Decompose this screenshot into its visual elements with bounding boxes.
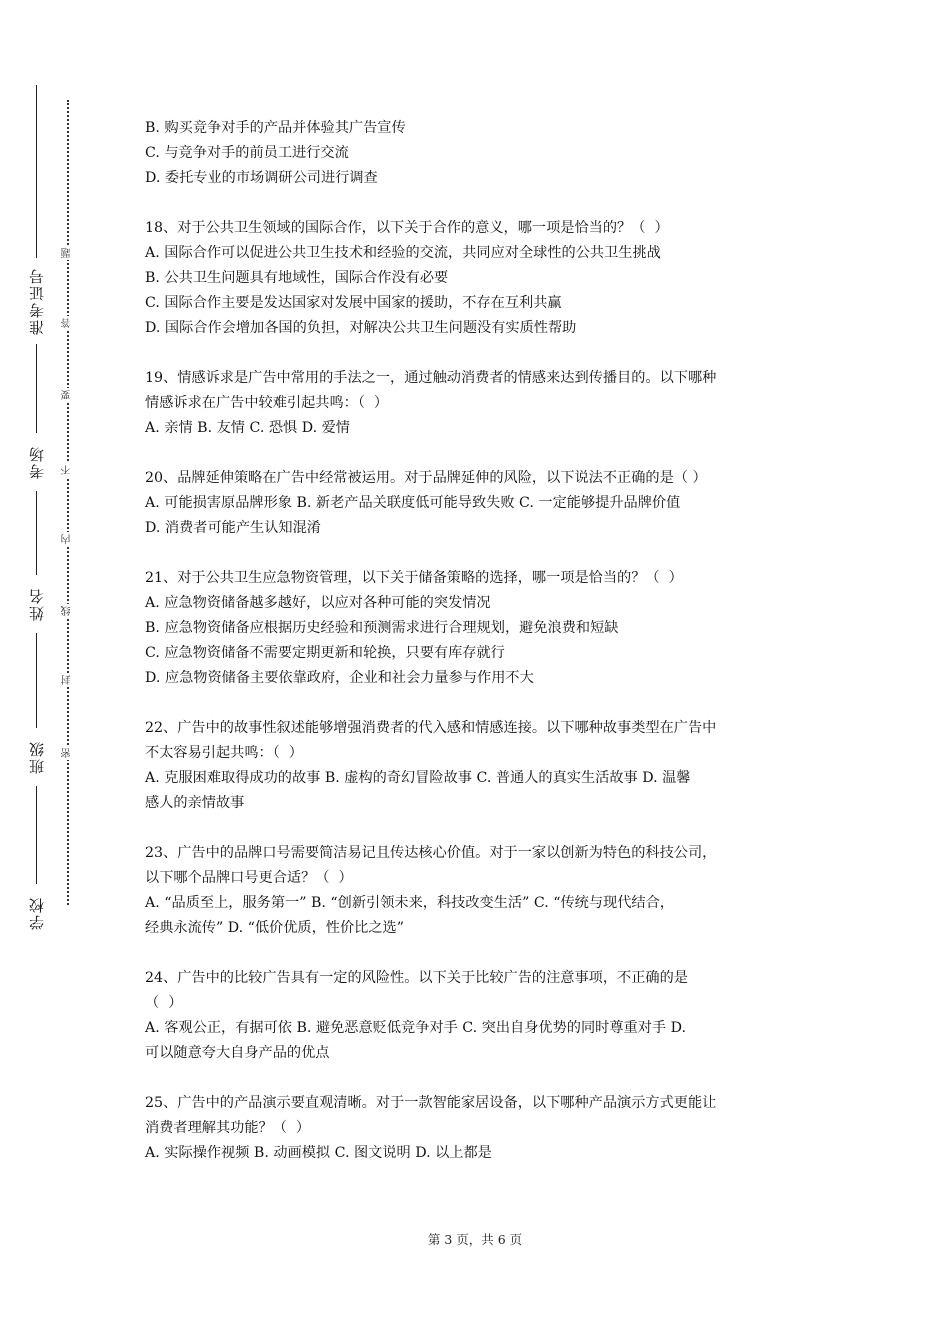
- options-line: A. 可能损害原品牌形象 B. 新老产品关联度低可能导致失败 C. 一定能够提升品牌价值: [145, 495, 681, 511]
- binding-dotted-line: [67, 100, 69, 905]
- options-line: A. 克服困难取得成功的故事 B. 虚构的奇幻冒险故事 C. 普通人的真实生活故事 D. 温馨: [145, 770, 691, 786]
- question-stem: 19、情感诉求是广告中常用的手法之一，通过触动消费者的情感来达到传播目的。以下哪种: [145, 370, 717, 386]
- options-line: A. “品质至上，服务第一” B. “创新引领未来，科技改变生活” C. “传统与现代结合，: [145, 895, 674, 911]
- options-line-cont: 经典永流传” D. “低价优质，性价比之选”: [145, 920, 404, 936]
- binding-label-exam-id: 准考证号: [22, 258, 52, 344]
- question-stem: 23、广告中的品牌口号需要简洁易记且传达核心价值。对于一家以创新为特色的科技公司，: [145, 845, 717, 861]
- binding-label-exam-room: 考场: [22, 433, 52, 491]
- option-d: D. 应急物资储备主要依靠政府，企业和社会力量参与作用不大: [145, 670, 534, 686]
- question-stem-cont: 以下哪个品牌口号更合适？（ ）: [145, 870, 353, 886]
- question-18: [145, 216, 815, 341]
- question-stem: 25、广告中的产品演示要直观清晰。对于一款智能家居设备，以下哪种产品演示方式更能让: [145, 1095, 717, 1111]
- binding-label-name: 姓名: [22, 575, 52, 633]
- page-footer: 第 3 页，共 6 页: [427, 1232, 523, 1247]
- seal-char-da: 答: [60, 316, 76, 330]
- options-line: A. 实际操作视频 B. 动画模拟 C. 图文说明 D. 以上都是: [145, 1145, 492, 1161]
- options-line: A. 亲情 B. 友情 C. 恐惧 D. 爱情: [145, 420, 350, 436]
- option-b: B. 应急物资储备应根据历史经验和预测需求进行合理规划，避免浪费和短缺: [145, 620, 619, 636]
- question-stem: 18、对于公共卫生领域的国际合作，以下关于合作的意义，哪一项是恰当的？（ ）: [145, 220, 669, 236]
- question-stem-cont: 情感诉求在广告中较难引起共鸣：（ ）: [145, 395, 389, 411]
- options-line: A. 客观公正，有据可依 B. 避免恶意贬低竞争对手 C. 突出自身优势的同时尊重对手 D.: [145, 1020, 686, 1036]
- seal-char-feng: 封: [60, 673, 76, 687]
- question-stem: 21、对于公共卫生应急物资管理，以下关于储备策略的选择，哪一项是恰当的？（ ）: [145, 570, 683, 586]
- question-25: [145, 1091, 815, 1166]
- seal-char-xian: 线: [60, 604, 76, 618]
- seal-char-mi: 密: [60, 746, 76, 760]
- options-line-cont: 可以随意夸大自身产品的优点: [145, 1045, 330, 1061]
- question-stem: 24、广告中的比较广告具有一定的风险性。以下关于比较广告的注意事项，不正确的是: [145, 970, 688, 986]
- question-17-continued: [145, 116, 815, 191]
- option-d: D. 委托专业的市场调研公司进行调查: [145, 170, 378, 186]
- option-d: D. 国际合作会增加各国的负担，对解决公共卫生问题没有实质性帮助: [145, 320, 577, 336]
- option-b: B. 购买竞争对手的产品并体验其广告宣传: [145, 120, 406, 136]
- question-19: [145, 366, 815, 441]
- question-24: [145, 966, 815, 1066]
- option-a: A. 应急物资储备越多越好，以应对各种可能的突发情况: [145, 595, 491, 611]
- question-stem: 20、品牌延伸策略在广告中经常被运用。对于品牌延伸的风险，以下说法不正确的是（ ）: [145, 470, 707, 486]
- options-line-cont: 感人的亲情故事: [145, 795, 245, 811]
- binding-label-school: 学校: [22, 884, 52, 942]
- question-stem-cont: 消费者理解其功能？（ ）: [145, 1120, 311, 1136]
- question-23: [145, 841, 815, 941]
- option-b: B. 公共卫生问题具有地域性，国际合作没有必要: [145, 270, 449, 286]
- question-21: [145, 566, 815, 691]
- question-list: [145, 116, 815, 1191]
- seal-char-bu: 不: [60, 463, 76, 477]
- question-stem-cont: 不太容易引起共鸣：（ ）: [145, 745, 303, 761]
- option-a: A. 国际合作可以促进公共卫生技术和经验的交流，共同应对全球性的公共卫生挑战: [145, 245, 661, 261]
- question-stem: 22、广告中的故事性叙述能够增强消费者的代入感和情感连接。以下哪种故事类型在广告中: [145, 720, 717, 736]
- option-c: C. 与竞争对手的前员工进行交流: [145, 145, 349, 161]
- seal-char-nei: 内: [60, 532, 76, 546]
- question-20: [145, 466, 815, 541]
- binding-label-class: 班级: [22, 728, 52, 786]
- question-22: [145, 716, 815, 816]
- seal-char-ti: 题: [60, 246, 76, 260]
- seal-char-yao: 要: [60, 388, 76, 402]
- option-c: C. 应急物资储备不需要定期更新和轮换，只要有库存就行: [145, 645, 505, 661]
- option-d: D. 消费者可能产生认知混淆: [145, 520, 321, 536]
- question-stem-cont: （ ）: [145, 995, 183, 1011]
- option-c: C. 国际合作主要是发达国家对发展中国家的援助，不存在互利共赢: [145, 295, 562, 311]
